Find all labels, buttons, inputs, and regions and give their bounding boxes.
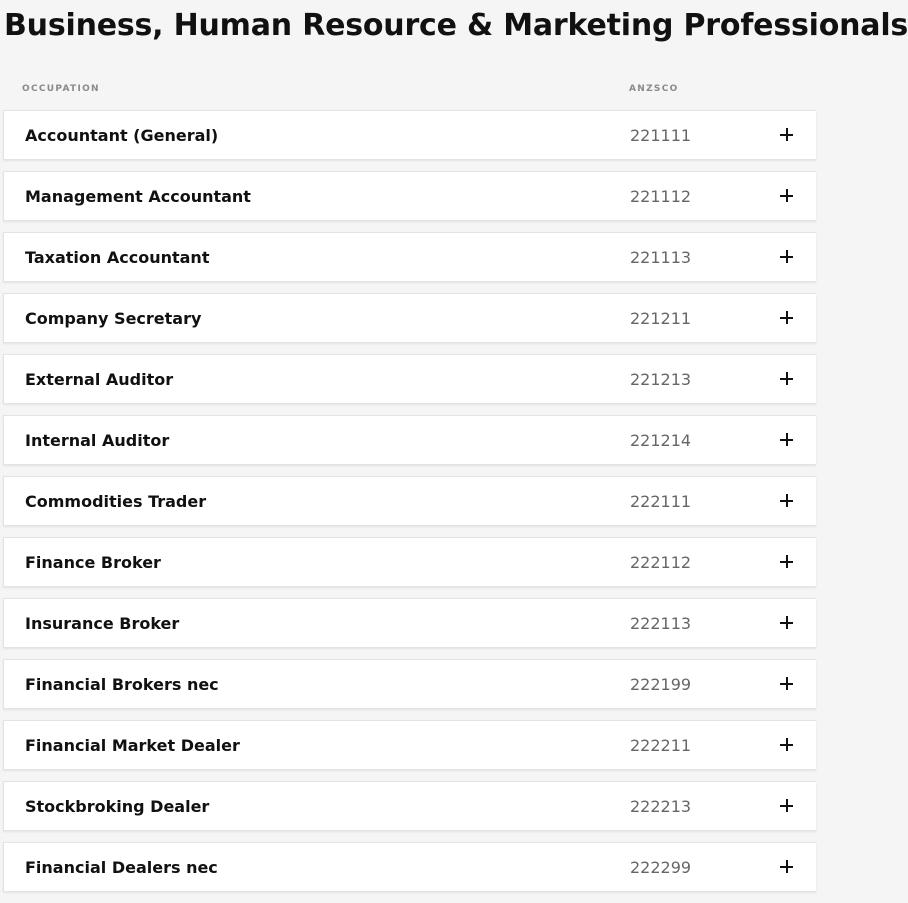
anzsco-code: 222213	[630, 797, 692, 816]
column-header-anzsco: ANZSCO	[629, 84, 679, 94]
occupation-name: Internal Auditor	[25, 431, 170, 450]
occupation-row[interactable]	[3, 354, 816, 404]
plus-icon[interactable]	[780, 860, 794, 874]
occupation-row[interactable]	[3, 293, 816, 343]
anzsco-code: 222111	[630, 492, 692, 511]
occupation-name: Stockbroking Dealer	[25, 797, 210, 816]
anzsco-code: 221211	[630, 309, 692, 328]
anzsco-code: 221112	[630, 187, 692, 206]
column-header-occupation: OCCUPATION	[22, 84, 100, 94]
occupation-row[interactable]	[3, 232, 816, 282]
plus-icon[interactable]	[780, 494, 794, 508]
occupation-name: Financial Brokers nec	[25, 675, 219, 694]
anzsco-code: 222211	[630, 736, 692, 755]
anzsco-code: 222112	[630, 553, 692, 572]
occupation-row[interactable]	[3, 171, 816, 221]
anzsco-code: 222113	[630, 614, 692, 633]
occupation-row[interactable]	[3, 476, 816, 526]
plus-icon[interactable]	[780, 433, 794, 447]
occupation-row[interactable]	[3, 415, 816, 465]
occupation-name: Financial Dealers nec	[25, 858, 218, 877]
plus-icon[interactable]	[780, 555, 794, 569]
anzsco-code: 222299	[630, 858, 692, 877]
plus-icon[interactable]	[780, 677, 794, 691]
anzsco-code: 221111	[630, 126, 692, 145]
occupation-row[interactable]	[3, 659, 816, 709]
occupation-name: Financial Market Dealer	[25, 736, 240, 755]
occupation-row[interactable]	[3, 110, 816, 160]
plus-icon[interactable]	[780, 372, 794, 386]
plus-icon[interactable]	[780, 128, 794, 142]
occupation-row[interactable]	[3, 537, 816, 587]
anzsco-code: 221214	[630, 431, 692, 450]
occupation-name: Accountant (General)	[25, 126, 219, 145]
plus-icon[interactable]	[780, 189, 794, 203]
plus-icon[interactable]	[780, 616, 794, 630]
plus-icon[interactable]	[780, 738, 794, 752]
occupation-row[interactable]	[3, 720, 816, 770]
occupation-name: Commodities Trader	[25, 492, 207, 511]
anzsco-code: 222199	[630, 675, 692, 694]
anzsco-code: 221113	[630, 248, 692, 267]
occupation-row[interactable]	[3, 598, 816, 648]
plus-icon[interactable]	[780, 250, 794, 264]
occupation-row[interactable]	[3, 842, 816, 892]
page-title: Business, Human Resource & Marketing Professionals	[4, 8, 908, 43]
occupation-list	[3, 110, 816, 903]
anzsco-code: 221213	[630, 370, 692, 389]
occupation-row[interactable]	[3, 781, 816, 831]
occupation-name: Taxation Accountant	[25, 248, 210, 267]
plus-icon[interactable]	[780, 311, 794, 325]
occupation-name: Company Secretary	[25, 309, 202, 328]
plus-icon[interactable]	[780, 799, 794, 813]
occupation-name: External Auditor	[25, 370, 174, 389]
occupation-name: Management Accountant	[25, 187, 251, 206]
occupation-name: Insurance Broker	[25, 614, 180, 633]
occupation-name: Finance Broker	[25, 553, 161, 572]
